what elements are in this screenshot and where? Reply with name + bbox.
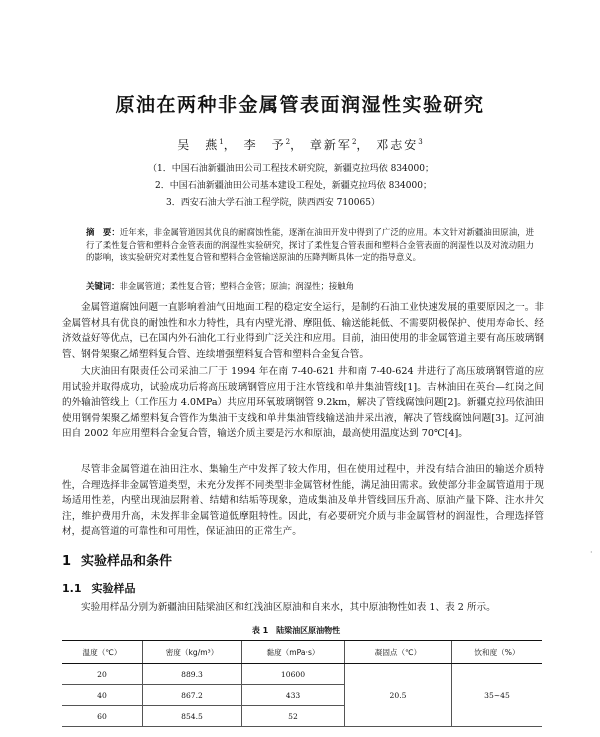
column-header-wax-content: 饮和度（%） <box>452 641 543 664</box>
affiliation-block <box>148 161 528 212</box>
author-separator: ， <box>356 138 371 152</box>
scan-edge-mark: · <box>590 548 593 557</box>
table-header-row <box>62 641 542 664</box>
section-heading <box>62 550 182 569</box>
table-cell: 854.5 <box>143 706 242 727</box>
author-line <box>0 136 600 153</box>
table-cell: 889.3 <box>143 664 242 685</box>
subsection-number: 1.1 <box>62 582 82 595</box>
table-cell: 433 <box>242 685 345 706</box>
paragraph-text: 金属管道腐蚀问题一直影响着油气田地面工程的稳定安全运行，是制约石油工业快速发展的重要原因之一。非金属管材具有优良的耐蚀性和水力特性，具有内壁光滑、摩阻低、输送能耗低、不需要阴极保护、使用寿命长、经济效益好等优点，已在国内外石油化工行业得到广泛关注和应用。目前，油田使用的非金属管道主要有高压玻璃钢管、钢骨架聚乙烯塑料复合管、连续增强塑料复合管和塑料合金复合管。 <box>62 302 544 360</box>
crude-oil-properties-table <box>62 640 542 727</box>
table-caption-text: 陆梁油区原油物性 <box>276 626 341 635</box>
table-cell: 40 <box>62 685 143 706</box>
table-cell: 867.2 <box>143 685 242 706</box>
abstract <box>86 226 534 264</box>
author-separator: ， <box>290 138 305 152</box>
author-affiliation-mark: 2 <box>285 138 291 146</box>
section-number: 1 <box>62 554 72 569</box>
table-cell: 10600 <box>242 664 345 685</box>
column-header-freeze-point: 凝固点（℃） <box>345 641 452 664</box>
keywords-text: 非金属管道；柔性复合管；塑料合金管；原油；润湿性；接触角 <box>119 281 354 291</box>
keywords-label: 关键词： <box>86 281 120 291</box>
abstract-text: 近年来，非金属管道因其优良的耐腐蚀性能，逐渐在油田开发中得到了广泛的应用。本文针对新疆油田原油，进行了柔性复合管和塑料合金管表面的润湿性实验研究，探讨了柔性复合管表面和塑料合金管表面的润湿性以及对流动阻力的影响，该实验研究对柔性复合管和塑料合金管输送原油的压降判断具体一定的指导意义。 <box>86 227 535 263</box>
column-header-temperature: 温度（℃） <box>62 641 143 664</box>
abstract-label: 摘 要： <box>86 227 120 237</box>
table-cell: 20 <box>62 664 143 685</box>
intro-paragraph-1 <box>62 300 544 362</box>
author-name: 吴 燕 <box>177 138 220 152</box>
affiliation-line: 2．中国石油新疆油田公司基本建设工程处，新疆克拉玛依 834000； <box>155 181 432 191</box>
paragraph-text: 尽管非金属管道在油田注水、集输生产中发挥了较大作用，但在使用过程中，并没有结合油田的输送介质特性，合理选择非金属管道类型，未充分发挥不同类型非金属管材性能，满足油田需求。致使部分非金属管道用于现场适用性差，内壁出现油层附着、结蜡和结垢等现象，造成集油及单井管线回压升高、原油产量下降、注水井欠注，维护费用升高，未发挥非金属管道低摩阻特性。因此，有必要研究介质与非金属管材的润湿性，合理选择管材，提高管道的可靠性和可用性，保证油田的正常生产。 <box>62 464 544 538</box>
author-name: 李 予 <box>243 138 286 152</box>
table-row <box>62 664 542 685</box>
table-cell-merged-wax-content: 35~45 <box>452 664 543 727</box>
section-title: 实验样品和条件 <box>81 554 173 569</box>
subsection-heading <box>62 580 146 596</box>
table-cell: 52 <box>242 706 345 727</box>
paragraph-text: 大庆油田有限责任公司采油二厂于 1994 年在南 7-40-621 井和南 7-40-624 井进行了高压玻璃钢管道的应用试验并取得成功，试验成功后将高压玻璃钢管应用于注水管线和单井集油管线[1]。吉林油田在英台—红岗之间的外输油管线上（工作压力 4.0MPa）共应用环氧玻璃钢管 9.2km，解决了管线腐蚀问题[2]。新疆克拉玛依油田使用钢骨架聚乙烯塑料复合管作为集油干支线和单井集油管线输送油井采出液，解决了管线腐蚀问题[3]。辽河油田自 2002 年应用塑料合金复合管，输送介质主要是污水和原油，最高使用温度达到 70℃[4]。 <box>62 366 544 440</box>
column-header-density: 密度（kg/m³） <box>143 641 242 664</box>
table-cell-merged-freeze-point: 20.5 <box>345 664 452 727</box>
paper-title: 原油在两种非金属管表面润湿性实验研究 <box>115 94 485 116</box>
table-caption <box>0 625 600 636</box>
author-separator: ， <box>223 138 238 152</box>
author-affiliation-mark: 1 <box>219 138 224 146</box>
subsection-title: 实验样品 <box>91 582 136 595</box>
author-affiliation-mark: 2 <box>351 138 357 146</box>
author-name: 章新军 <box>309 138 352 152</box>
author-affiliation-mark: 3 <box>418 138 423 146</box>
sample-description: 实验用样品分别为新疆油田陆梁油区和红浅油区原油和自来水，其中原油物性如表 1、表 2 所示。 <box>81 602 496 613</box>
column-header-viscosity: 黏度（mPa·s） <box>242 641 345 664</box>
author-name: 邓志安 <box>376 138 419 152</box>
intro-paragraph-2 <box>62 364 544 442</box>
intro-paragraph-3 <box>62 462 544 540</box>
affiliation-line: 3．西安石油大学石油工程学院，陕西西安 710065） <box>166 198 380 208</box>
table-caption-number: 表 1 <box>251 626 269 635</box>
table-cell: 60 <box>62 706 143 727</box>
keywords <box>86 280 534 292</box>
affiliation-line: （1．中国石油新疆油田公司工程技术研究院，新疆克拉玛依 834000； <box>148 164 434 174</box>
